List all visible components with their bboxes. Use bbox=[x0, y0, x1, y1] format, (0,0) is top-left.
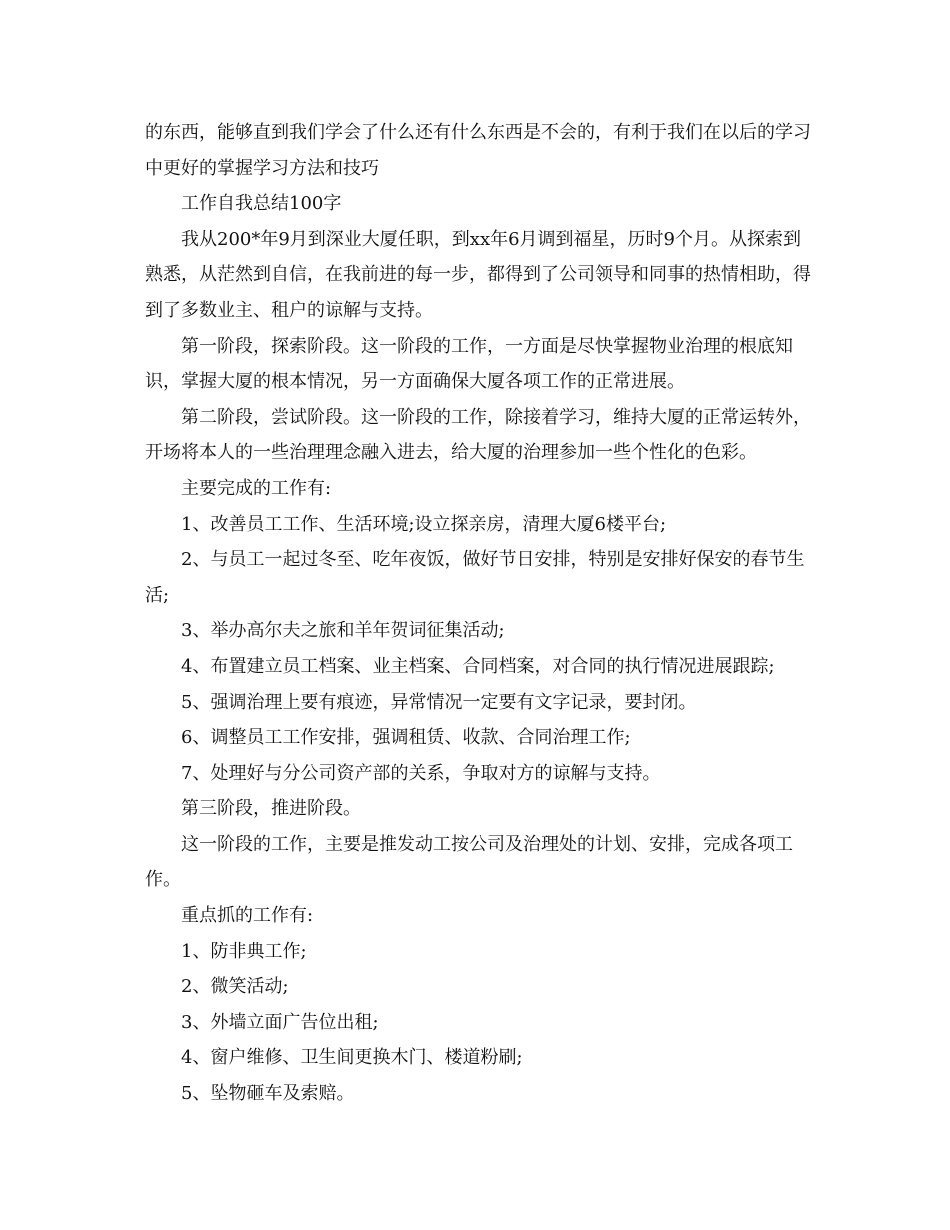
section-heading: 工作自我总结100字 bbox=[181, 193, 342, 215]
list-item: 3、外墙立面广告位出租; bbox=[181, 1011, 379, 1033]
list-item: 3、举办高尔夫之旅和羊年贺词征集活动; bbox=[181, 620, 505, 642]
paragraph: 第二阶段，尝试阶段。这一阶段的工作，除接着学习，维持大厦的正常运转外，开场将本人的一些治理理念融入进去，给大厦的治理参加一些个性化的色彩。 bbox=[145, 406, 811, 464]
list-item: 1、防非典工作; bbox=[181, 940, 307, 962]
paragraph: 的东西，能够直到我们学会了什么还有什么东西是不会的，有利于我们在以后的学习中更好的掌握学习方法和技巧 bbox=[145, 122, 811, 179]
list-item: 7、处理好与分公司资产部的关系，争取对方的谅解与支持。 bbox=[181, 762, 661, 784]
paragraph: 这一阶段的工作，主要是推发动工按公司及治理处的计划、安排，完成各项工作。 bbox=[145, 833, 793, 891]
list-heading: 重点抓的工作有: bbox=[181, 905, 314, 927]
paragraph: 第一阶段，探索阶段。这一阶段的工作，一方面是尽快掌握物业治理的根底知识，掌握大厦的根本情况，另一方面确保大厦各项工作的正常进展。 bbox=[145, 335, 793, 393]
list-item: 6、调整员工工作安排，强调租赁、收款、合同治理工作; bbox=[181, 727, 631, 749]
list-item: 2、微笑活动; bbox=[181, 976, 289, 998]
list-item: 5、强调治理上要有痕迹，异常情况一定要有文字记录，要封闭。 bbox=[181, 691, 697, 713]
list-item: 4、布置建立员工档案、业主档案、合同档案，对合同的执行情况进展跟踪; bbox=[181, 655, 775, 677]
document-body bbox=[145, 115, 815, 1112]
list-item: 5、坠物砸车及索赔。 bbox=[181, 1083, 355, 1105]
paragraph: 第三阶段，推进阶段。 bbox=[181, 798, 361, 820]
list-heading: 主要完成的工作有: bbox=[181, 477, 332, 499]
paragraph: 我从200*年9月到深业大厦任职，到xx年6月调到福星，历时9个月。从探索到熟悉，从茫然到自信，在我前进的每一步，都得到了公司领导和同事的热情相助，得到了多数业主、租户的谅解与支持。 bbox=[145, 228, 811, 321]
list-item: 1、改善员工工作、生活环境;设立探亲房，清理大厦6楼平台; bbox=[181, 513, 667, 535]
list-item: 4、窗户维修、卫生间更换木门、楼道粉刷; bbox=[181, 1047, 523, 1069]
list-item: 2、与员工一起过冬至、吃年夜饭，做好节日安排，特别是安排好保安的春节生活; bbox=[145, 549, 805, 606]
